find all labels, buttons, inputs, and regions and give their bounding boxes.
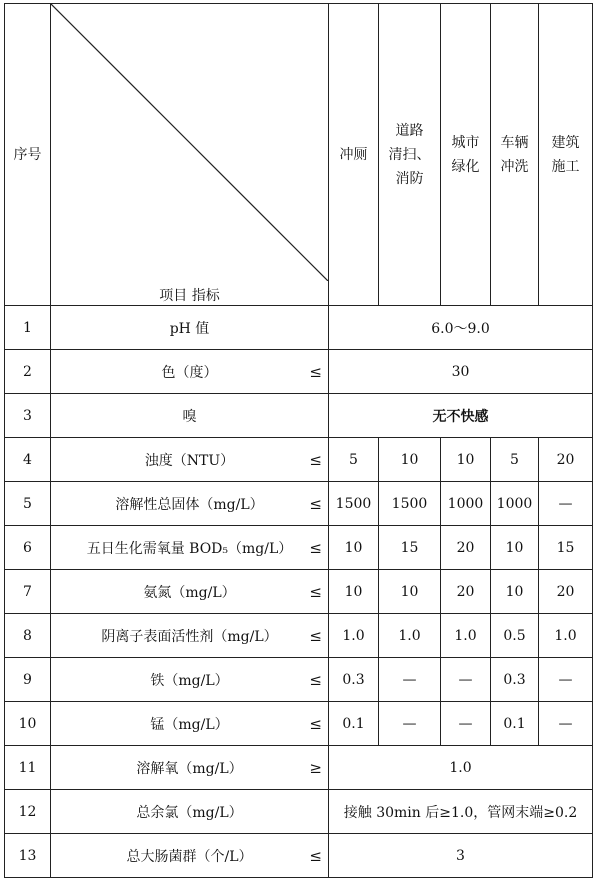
limit-value: 1.0 xyxy=(539,614,593,658)
header-use-vehicle xyxy=(491,4,539,306)
header-use-line: 车辆 xyxy=(500,134,529,151)
table-row xyxy=(5,526,593,570)
limit-value: 10 xyxy=(491,570,539,614)
indicator-name: 总余氯（mg/L） xyxy=(136,804,243,821)
row-seq: 4 xyxy=(5,438,51,482)
limit-value: — xyxy=(441,658,491,702)
limit-value: 0.1 xyxy=(329,702,379,746)
limit-value: 10 xyxy=(329,570,379,614)
limit-value: 15 xyxy=(539,526,593,570)
limit-operator: ≤ xyxy=(309,494,322,513)
header-indicator-label: 指标 xyxy=(191,288,220,304)
indicator-name: 锰（mg/L） xyxy=(150,716,229,733)
indicator-name: 阴离子表面活性剂（mg/L） xyxy=(101,628,278,645)
water-quality-table-container xyxy=(4,3,593,878)
indicator-name: 嗅 xyxy=(182,408,197,425)
limit-value: 1.0 xyxy=(441,614,491,658)
row-indicator xyxy=(51,526,329,570)
table-row xyxy=(5,702,593,746)
limit-value: 1000 xyxy=(491,482,539,526)
header-use-flush xyxy=(329,4,379,306)
limit-value: 0.3 xyxy=(491,658,539,702)
table-row xyxy=(5,570,593,614)
limit-value: 0.5 xyxy=(491,614,539,658)
header-use-line: 清扫、 xyxy=(388,146,431,163)
indicator-name: 溶解性总固体（mg/L） xyxy=(115,496,264,513)
limit-value: — xyxy=(441,702,491,746)
limit-value: 0.3 xyxy=(329,658,379,702)
row-indicator xyxy=(51,746,329,790)
row-seq: 3 xyxy=(5,394,51,438)
limit-value: 10 xyxy=(329,526,379,570)
table-row xyxy=(5,834,593,878)
limit-operator: ≥ xyxy=(309,758,322,777)
indicator-name: 色（度） xyxy=(161,364,218,381)
row-indicator xyxy=(51,570,329,614)
limit-value: — xyxy=(539,482,593,526)
limit-value: 20 xyxy=(539,570,593,614)
limit-value: 10 xyxy=(441,438,491,482)
row-indicator xyxy=(51,306,329,350)
row-indicator xyxy=(51,658,329,702)
indicator-name: 五日生化需氧量 BOD₅（mg/L） xyxy=(86,540,293,557)
row-seq: 5 xyxy=(5,482,51,526)
limit-value-all-uses: 1.0 xyxy=(329,746,593,790)
indicator-name: 浊度（NTU） xyxy=(144,452,235,469)
table-row xyxy=(5,482,593,526)
header-seq: 序号 xyxy=(5,4,51,306)
table-row xyxy=(5,614,593,658)
limit-operator: ≤ xyxy=(309,538,322,557)
row-seq: 8 xyxy=(5,614,51,658)
table-row xyxy=(5,438,593,482)
limit-operator: ≤ xyxy=(309,714,322,733)
limit-value: 1000 xyxy=(441,482,491,526)
header-use-line: 道路 xyxy=(395,122,424,139)
limit-value: — xyxy=(539,702,593,746)
limit-value: 10 xyxy=(379,438,441,482)
header-use-line: 建筑 xyxy=(551,134,580,151)
table-row xyxy=(5,306,593,350)
indicator-name: 溶解氧（mg/L） xyxy=(136,760,243,777)
header-diagonal-cell xyxy=(51,4,329,306)
limit-value: 1.0 xyxy=(329,614,379,658)
row-seq: 9 xyxy=(5,658,51,702)
row-seq: 1 xyxy=(5,306,51,350)
indicator-name: pH 值 xyxy=(169,320,210,337)
header-row xyxy=(5,4,593,306)
header-use-line: 城市 xyxy=(451,134,480,151)
limit-operator: ≤ xyxy=(309,670,322,689)
limit-operator: ≤ xyxy=(309,846,322,865)
table-row xyxy=(5,746,593,790)
limit-value: 5 xyxy=(491,438,539,482)
header-use-greening xyxy=(441,4,491,306)
header-use-line: 施工 xyxy=(551,158,580,175)
header-item-label: 项目 xyxy=(159,288,188,304)
limit-value: 1500 xyxy=(379,482,441,526)
header-use-line: 冲厕 xyxy=(339,146,368,163)
table-row xyxy=(5,350,593,394)
limit-value: 5 xyxy=(329,438,379,482)
limit-value: — xyxy=(539,658,593,702)
limit-value: — xyxy=(379,702,441,746)
row-seq: 11 xyxy=(5,746,51,790)
row-indicator xyxy=(51,834,329,878)
row-indicator xyxy=(51,350,329,394)
table-body xyxy=(5,306,593,878)
diagonal-line xyxy=(51,4,328,281)
limit-value: 1.0 xyxy=(379,614,441,658)
limit-operator: ≤ xyxy=(309,582,322,601)
row-indicator xyxy=(51,438,329,482)
table-row xyxy=(5,790,593,834)
table-row xyxy=(5,394,593,438)
limit-value: 20 xyxy=(539,438,593,482)
header-use-line: 冲洗 xyxy=(500,158,529,175)
limit-value: 10 xyxy=(491,526,539,570)
limit-operator: ≤ xyxy=(309,626,322,645)
row-seq: 6 xyxy=(5,526,51,570)
row-seq: 7 xyxy=(5,570,51,614)
limit-value: 10 xyxy=(379,570,441,614)
header-use-construction xyxy=(539,4,593,306)
limit-value-all-uses: 6.0～9.0 xyxy=(329,306,593,350)
row-indicator xyxy=(51,702,329,746)
limit-value-all-uses: 30 xyxy=(329,350,593,394)
header-use-line: 绿化 xyxy=(451,158,480,175)
row-seq: 10 xyxy=(5,702,51,746)
header-use-line: 消防 xyxy=(395,170,424,187)
indicator-name: 氨氮（mg/L） xyxy=(143,584,236,601)
row-seq: 13 xyxy=(5,834,51,878)
limit-value: 20 xyxy=(441,570,491,614)
limit-value: 0.1 xyxy=(491,702,539,746)
row-indicator xyxy=(51,482,329,526)
indicator-name: 铁（mg/L） xyxy=(150,672,229,689)
row-indicator xyxy=(51,790,329,834)
limit-operator: ≤ xyxy=(309,362,322,381)
limit-operator: ≤ xyxy=(309,450,322,469)
limit-value: — xyxy=(379,658,441,702)
row-seq: 2 xyxy=(5,350,51,394)
limit-value-all-uses: 接触 30min 后≥1.0，管网末端≥0.2 xyxy=(329,790,593,834)
water-quality-table xyxy=(4,3,593,878)
indicator-name: 总大肠菌群（个/L） xyxy=(126,848,253,865)
limit-value: 1500 xyxy=(329,482,379,526)
header-use-road xyxy=(379,4,441,306)
row-indicator xyxy=(51,394,329,438)
limit-value-all-uses: 3 xyxy=(329,834,593,878)
limit-value-all-uses: 无不快感 xyxy=(329,394,593,438)
row-indicator xyxy=(51,614,329,658)
table-row xyxy=(5,658,593,702)
row-seq: 12 xyxy=(5,790,51,834)
limit-value: 20 xyxy=(441,526,491,570)
limit-value: 15 xyxy=(379,526,441,570)
